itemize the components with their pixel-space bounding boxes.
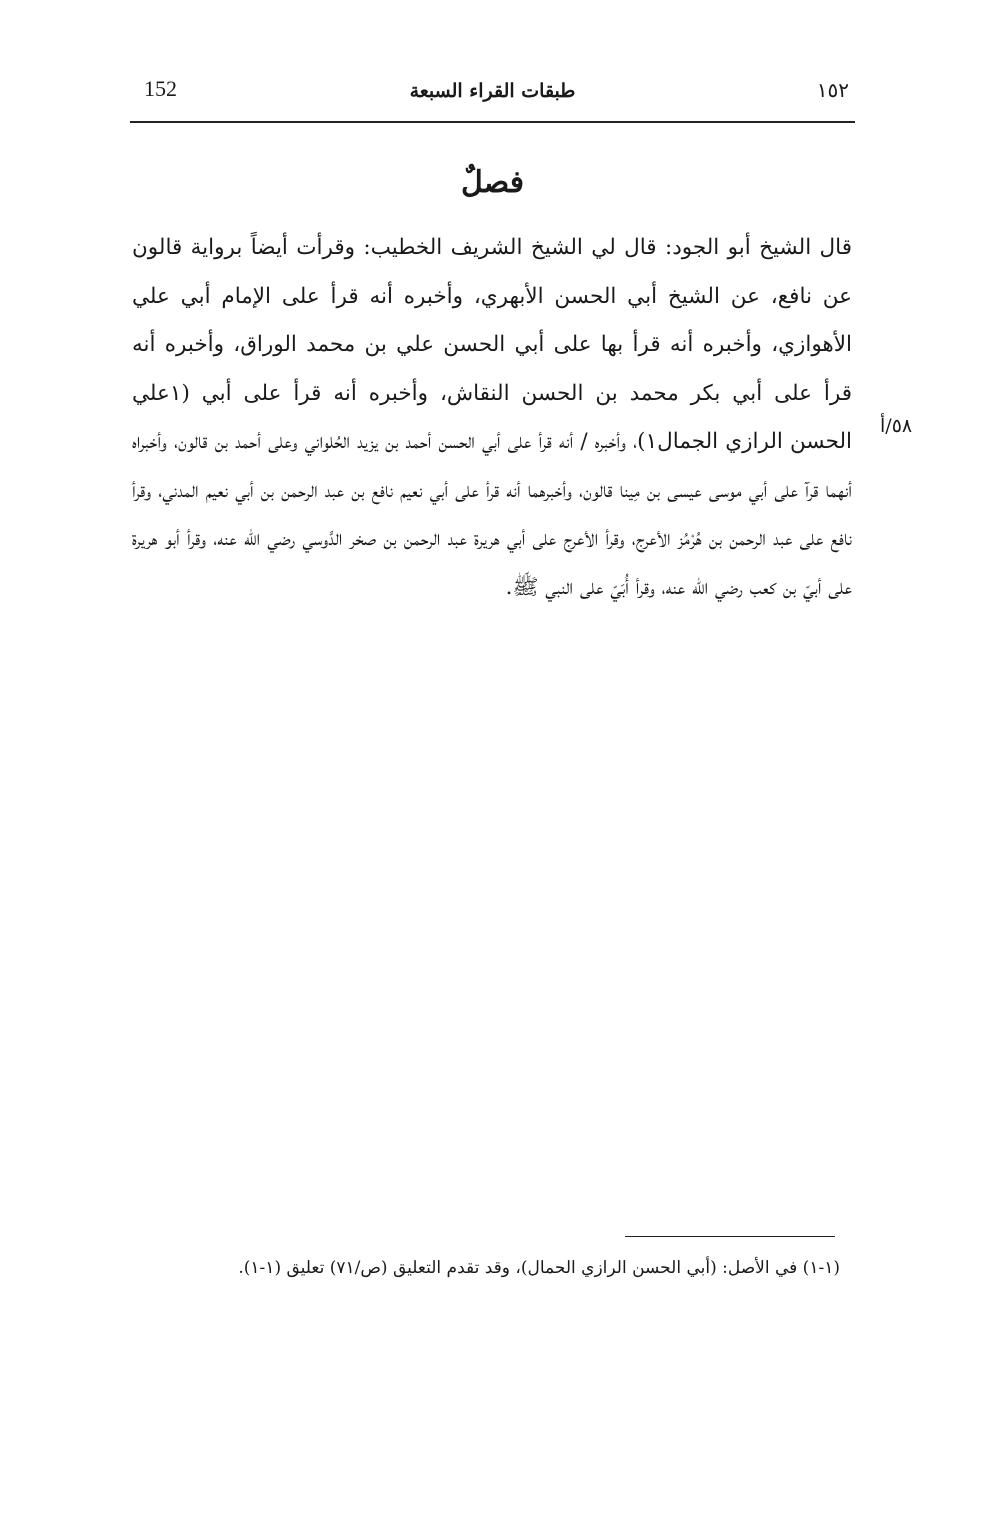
running-title: طبقات القراء السبعة: [409, 80, 576, 102]
footnote: (١-١) في الأصل: (أبي الحسن الرازي الحمال)، وقد تقدم التعليق (ص/٧١) تعليق (١-١).: [238, 1258, 840, 1278]
page-number-arabic: ١٥٢: [816, 78, 849, 102]
header-rule: [130, 121, 855, 123]
manuscript-folio-note: ٥٨/أ: [880, 415, 913, 437]
body-paragraph: قال الشيخ أبو الجود: قال لي الشيخ الشريف الخطيب: وقرأت أيضاً برواية قالون عن نافع، عن الشيخ أبي الحسن الأبهري، وأخبره أنه قرأ على الإمام أبي علي الأهوازي، وأخبره أنه قرأ بها على أبي الحسن علي بن محمد الوراق، وأخبره أنه قرأ على أبي بكر محمد بن الحسن النقاش، وأخبره أنه قرأ على أبي (١علي الحسن الرازي الجمال١)، وأخبره / أنه قرأ على أبي الحسن أحمد بن يزيد الحُلواني وعلى أحمد بن قالون، وأخبراه أنهما قرآ على أبي موسى عيسى بن مِينا قالون، وأخبرهما أنه قرأ على أبي نعيم نافع بن عبد الرحمن بن أبي نعيم المدني، وقرأ نافع على عبد الرحمن بن هُرْمُز الأعرج، وقرأ الأعرج على أبي هريرة عبد الرحمن بن صخر الدَّوسي رضي الله عنه، وقرأ أبو هريرة على أبيّ بن كعب رضي الله عنه، وقرأ أُبَيّ على النبي ﷺ.: [132, 235, 852, 600]
section-title: فصلٌ: [460, 165, 525, 200]
footnote-rule: [625, 1236, 835, 1237]
page-number-latin: 152: [144, 76, 177, 101]
page-header: [130, 72, 855, 112]
